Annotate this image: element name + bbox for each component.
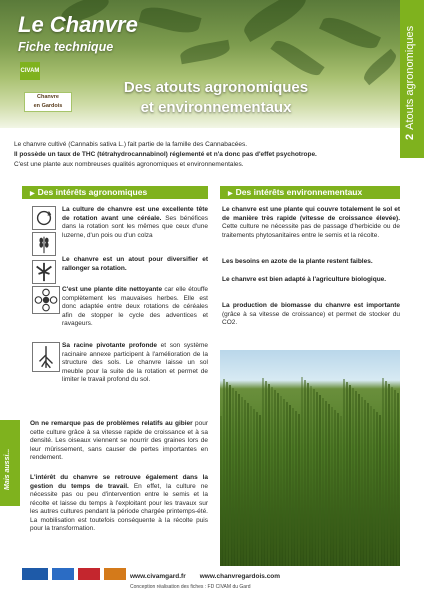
civamgard-link[interactable]: www.civamgard.fr <box>130 573 186 580</box>
env-item-4: La production de biomasse du chanvre est importante (grâce à sa vitesse de croissance) et permet de stocker du CO2. <box>222 302 400 326</box>
rotation-icon <box>32 206 56 230</box>
hemp-stem <box>220 416 222 566</box>
hemp-stem <box>343 379 345 566</box>
hemp-leaf-icon <box>32 260 56 284</box>
hemp-stem <box>352 388 354 566</box>
hemp-stem <box>244 400 246 566</box>
agro-section-heading: ▶ Des intérêts agronomiques <box>22 186 208 199</box>
header-banner <box>0 0 400 128</box>
hemp-stem <box>295 411 297 566</box>
hemp-stem <box>223 379 225 566</box>
occitanie-logo <box>78 568 100 580</box>
main-heading: Des atouts agronomiques et environnementaux <box>123 79 309 116</box>
hemp-stem <box>265 381 267 566</box>
hemp-stem <box>307 383 309 566</box>
hemp-stem <box>250 406 252 566</box>
hemp-stem <box>247 403 249 566</box>
hemp-stem <box>397 393 399 566</box>
chanvre-gardois-logo: Chanvre en Gardois <box>24 92 72 112</box>
hemp-stem <box>238 394 240 566</box>
hemp-stem <box>334 410 336 566</box>
page-title: Le Chanvre <box>18 12 138 37</box>
hemp-stem <box>337 413 339 566</box>
hemp-stem <box>361 397 363 566</box>
hemp-stem <box>262 378 264 566</box>
hemp-stem <box>274 390 276 566</box>
hemp-stem <box>325 401 327 566</box>
hemp-stem <box>313 389 315 566</box>
hemp-stem <box>370 406 372 566</box>
intro-paragraph: Le chanvre cultivé (Cannabis sativa L.) fait partie de la famille des Cannabacées. Il possède un taux de THC (tétrahydrocannabinol) réglementé et n'a donc pas d'effet psychotrope. C'est une plante aux nombreuses qualités agronomiques et environnementales. <box>14 141 317 168</box>
hemp-stem <box>346 382 348 566</box>
hemp-stem <box>271 387 273 566</box>
hemp-stem <box>289 405 291 566</box>
mais-aussi-item-2: L'intérêt du chanvre se retrouve également dans la gestion du temps de travail. En effet, la culture ne nécessite pas ou peu d'intervention entre le semis et la récolte et laisse du temps à l'exploitant pour les travaux sur les autres cultures pendant la période chargée printemps-été. La mobilisation est toutefois conséquente à la récolte puis pour la transformation. <box>30 474 208 532</box>
side-tab-label: 2Atouts agronomiques <box>404 25 416 140</box>
hemp-stem <box>310 386 312 566</box>
hemp-stem <box>229 385 231 566</box>
hemp-stem <box>340 416 342 566</box>
hemp-stem <box>226 382 228 566</box>
hemp-stem <box>316 392 318 566</box>
footer-credit: Conception réalisation des fiches : FD CIVAM du Gard <box>130 584 251 590</box>
chanvregardois-link[interactable]: www.chanvregardois.com <box>199 573 281 580</box>
flower-icon <box>32 286 60 314</box>
hemp-stem <box>304 380 306 566</box>
hemp-stem <box>286 402 288 566</box>
hemp-stem <box>256 412 258 566</box>
hemp-stem <box>364 400 366 566</box>
hemp-stem <box>319 395 321 566</box>
hemp-stem <box>235 391 237 566</box>
gard-logo <box>104 568 126 580</box>
hemp-stem <box>394 390 396 566</box>
hemp-stem <box>373 409 375 566</box>
hemp-stem <box>253 409 255 566</box>
page-subtitle: Fiche technique <box>18 40 114 54</box>
hemp-stem <box>277 393 279 566</box>
hemp-stem <box>391 387 393 566</box>
root-icon <box>32 342 60 372</box>
hemp-stem <box>301 377 303 566</box>
hemp-stem <box>283 399 285 566</box>
partner-logos <box>22 566 127 584</box>
env-item-2: Les besoins en azote de la plante restent faibles. <box>222 258 373 265</box>
arrow-icon: ▶ <box>30 191 35 197</box>
hemp-stem <box>298 414 300 566</box>
hemp-stem <box>385 381 387 566</box>
region-logo <box>22 568 48 580</box>
hemp-stem <box>328 404 330 566</box>
hemp-field-photo <box>220 350 400 566</box>
wheat-icon <box>32 232 56 256</box>
env-item-1: Le chanvre est une plante qui couvre totalement le sol et de manière très rapide (vitesse de croissance élevée). Cette culture ne nécessite pas de passage d'herbicide ou de traitements phytosanitaires entre le semis et la récolte. <box>222 206 400 239</box>
hemp-stem <box>280 396 282 566</box>
env-section-heading: ▶ Des intérêts environnementaux <box>220 186 400 199</box>
hemp-stem <box>232 388 234 566</box>
agro-item-1: La culture de chanvre est une excellente tête de rotation avant une céréale. Ses bénéfices dans la rotation sont les mêmes que ceux d'une luzerne, d'un pois ou d'un colza <box>62 206 208 239</box>
civam-logo: CIVAM <box>20 62 40 80</box>
hemp-stem <box>355 391 357 566</box>
env-item-3: Le chanvre est bien adapté à l'agriculture biologique. <box>222 276 387 283</box>
hemp-stem <box>382 378 384 566</box>
hemp-stem <box>388 384 390 566</box>
agro-item-4: Sa racine pivotante profonde et son système racinaire annexe participent à l'amélioration de la structure des sols. Le chanvre laisse un sol meuble pour la suite de la rotation et permet de limiter le travail profond du sol. <box>62 342 208 383</box>
mais-aussi-item-1: On ne remarque pas de problèmes relatifs au gibier pour cette culture grâce à sa vitesse rapide de croissance et à sa densité. Les oiseaux viennent se nourrir des graines lors de leur mûrissement, sans causer de pertes importantes en rendement. <box>30 420 208 461</box>
hemp-stem <box>331 407 333 566</box>
agro-item-3: C'est une plante dite nettoyante car elle étouffe complètement les mauvaises herbes. Elle est donc adaptée entre deux rotations de céréales afin de stopper le cycle des adventices et ravageurs. <box>62 286 208 327</box>
hemp-stem <box>259 415 261 566</box>
hemp-stem <box>241 397 243 566</box>
hemp-stem <box>376 412 378 566</box>
mais-aussi-label: Mais aussi... <box>4 448 11 490</box>
hemp-stem <box>358 394 360 566</box>
hemp-stem <box>292 408 294 566</box>
eu-flag-logo <box>52 568 74 580</box>
hemp-stem <box>367 403 369 566</box>
footer-links <box>130 573 294 580</box>
hemp-stem <box>322 398 324 566</box>
arrow-icon: ▶ <box>228 191 233 197</box>
agro-item-2: Le chanvre est un atout pour diversifier et rallonger sa rotation. <box>62 256 208 272</box>
hemp-stem <box>379 415 381 566</box>
hemp-stem <box>268 384 270 566</box>
hemp-stem <box>349 385 351 566</box>
